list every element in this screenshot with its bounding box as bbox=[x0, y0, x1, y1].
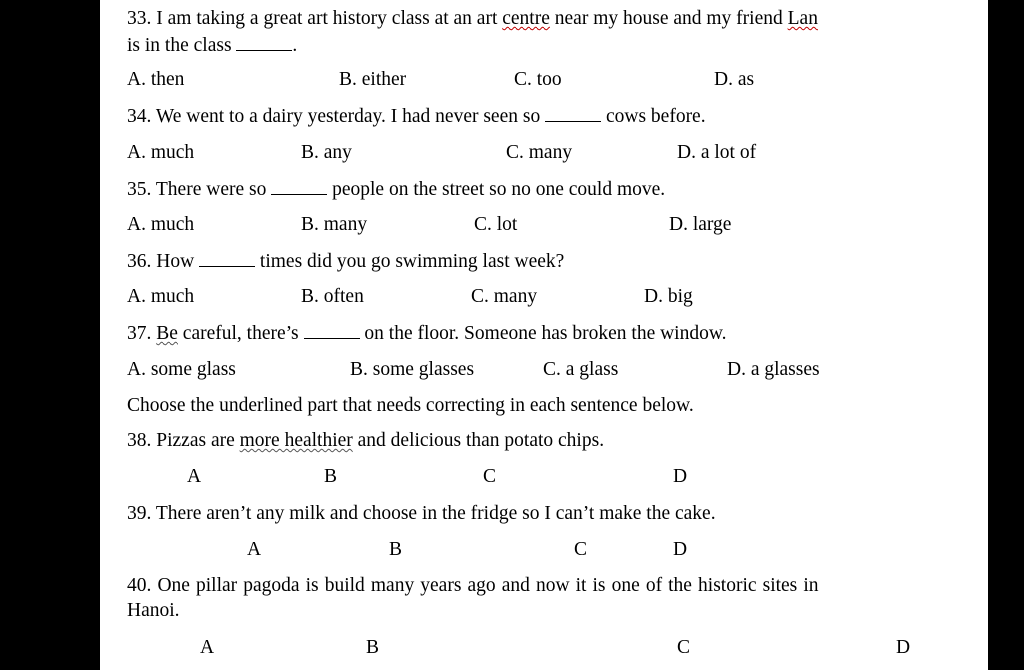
q36-text-b: times did you go swimming last week? bbox=[255, 251, 565, 272]
question-34 bbox=[127, 105, 706, 128]
q35-option-d: D. large bbox=[669, 214, 732, 235]
q34-blank bbox=[545, 105, 601, 122]
q38-letter-b: B bbox=[324, 466, 338, 487]
q39-letter-b: B bbox=[389, 539, 403, 560]
q36-option-c: C. many bbox=[471, 286, 538, 307]
q35-blank bbox=[271, 178, 327, 195]
question-33-line1 bbox=[127, 8, 818, 30]
q38-letter-a: A bbox=[187, 466, 202, 487]
q33-option-c: C. too bbox=[514, 69, 562, 90]
q36-text-a: 36. How bbox=[127, 251, 200, 272]
q33-line2-text: is in the class bbox=[127, 35, 237, 56]
q37-word-be: Be bbox=[156, 323, 178, 344]
q38-text-a: 38. Pizzas are bbox=[127, 430, 240, 451]
q35-option-a: A. much bbox=[127, 214, 195, 235]
q33-text-a: 33. I am taking a great art history class at an art bbox=[127, 8, 503, 29]
q37-text-b: on the floor. Someone has broken the window. bbox=[359, 323, 727, 344]
q33-option-d: D. as bbox=[714, 69, 755, 90]
q40-letter-b: B bbox=[366, 637, 380, 658]
q40-letter-a: A bbox=[200, 637, 215, 658]
question-33-line2 bbox=[127, 34, 297, 57]
question-40-line2: Hanoi. bbox=[127, 600, 180, 621]
q35-text-b: people on the street so no one could move. bbox=[327, 179, 666, 200]
q37-option-c: C. a glass bbox=[543, 359, 619, 380]
question-39: 39. There aren’t any milk and choose in the fridge so I can’t make the cake. bbox=[127, 503, 716, 524]
q37-option-b: B. some glasses bbox=[350, 359, 475, 380]
q34-text-b: cows before. bbox=[601, 106, 706, 127]
question-37 bbox=[127, 322, 727, 345]
question-40-line1: 40. One pillar pagoda is build many years ago and now it is one of the historic sites in bbox=[127, 575, 819, 596]
q37-blank bbox=[304, 322, 360, 339]
q38-letter-d: D bbox=[673, 466, 688, 487]
q40-letter-c: C bbox=[677, 637, 691, 658]
q33-option-a: A. then bbox=[127, 69, 185, 90]
q39-letter-d: D bbox=[673, 539, 688, 560]
q34-option-a: A. much bbox=[127, 142, 195, 163]
q33-text-b: near my house and my friend bbox=[549, 8, 788, 29]
document-page bbox=[100, 0, 988, 670]
q39-letter-a: A bbox=[247, 539, 262, 560]
q37-number: 37. bbox=[127, 323, 157, 344]
q33-option-b: B. either bbox=[339, 69, 407, 90]
q33-word-lan: Lan bbox=[787, 8, 818, 29]
q35-option-c: C. lot bbox=[474, 214, 518, 235]
q40-letter-d: D bbox=[896, 637, 911, 658]
q36-option-d: D. big bbox=[644, 286, 693, 307]
q34-text-a: 34. We went to a dairy yesterday. I had never seen so bbox=[127, 106, 546, 127]
q33-end: . bbox=[292, 35, 298, 56]
q38-underlined-part: more healthier bbox=[239, 430, 353, 451]
q35-option-b: B. many bbox=[301, 214, 368, 235]
q36-blank bbox=[199, 250, 255, 267]
q37-option-d: D. a glasses bbox=[727, 359, 820, 380]
q33-blank bbox=[236, 34, 292, 51]
section-instruction: Choose the underlined part that needs correcting in each sentence below. bbox=[127, 395, 694, 416]
q33-word-centre: centre bbox=[502, 8, 550, 29]
q35-text-a: 35. There were so bbox=[127, 179, 272, 200]
q34-option-b: B. any bbox=[301, 142, 352, 163]
question-36 bbox=[127, 250, 564, 273]
q37-text-a: careful, there’s bbox=[177, 323, 304, 344]
question-38 bbox=[127, 430, 604, 452]
question-35 bbox=[127, 178, 665, 201]
q39-letter-c: C bbox=[574, 539, 588, 560]
q36-option-b: B. often bbox=[301, 286, 364, 307]
q38-letter-c: C bbox=[483, 466, 497, 487]
q36-option-a: A. much bbox=[127, 286, 195, 307]
q37-option-a: A. some glass bbox=[127, 359, 236, 380]
q34-option-d: D. a lot of bbox=[677, 142, 757, 163]
q38-text-b: and delicious than potato chips. bbox=[352, 430, 605, 451]
q34-option-c: C. many bbox=[506, 142, 573, 163]
